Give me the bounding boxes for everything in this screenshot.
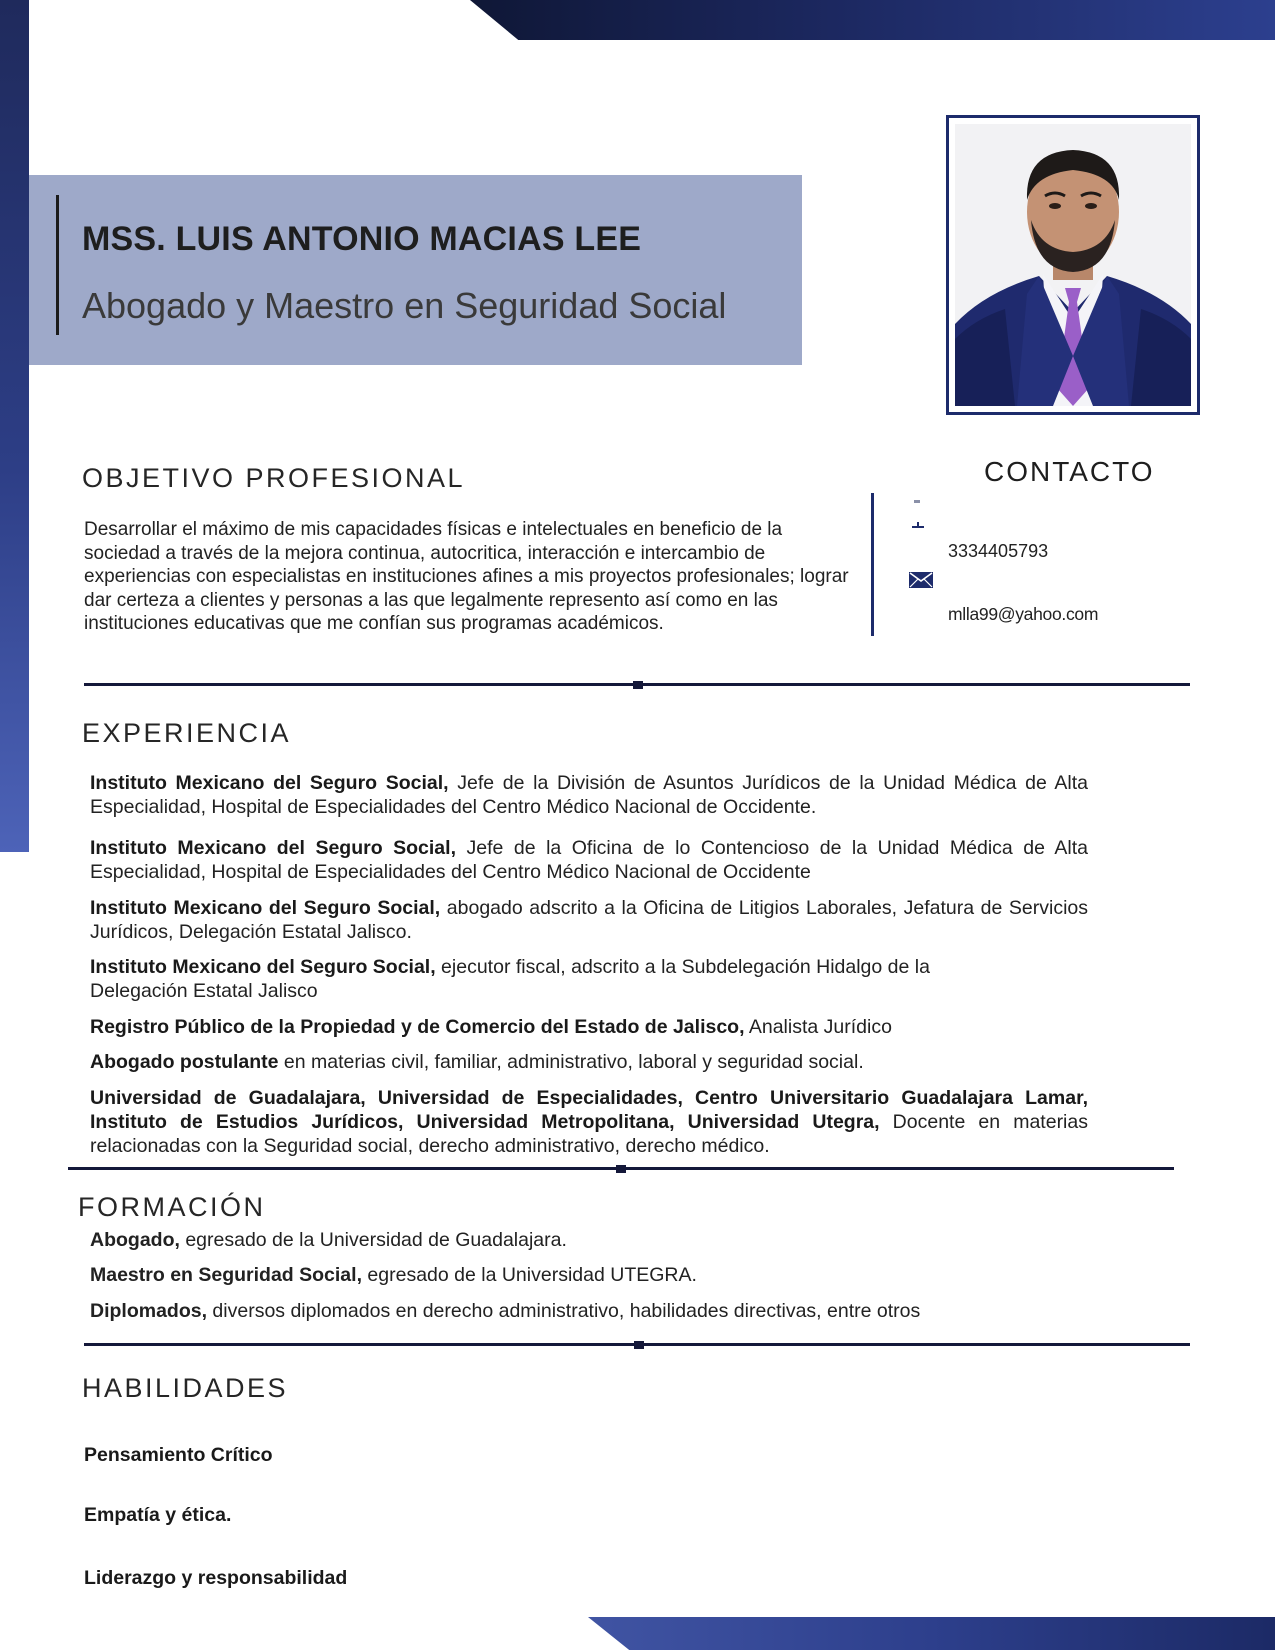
experience-desc: Analista Jurídico [744, 1016, 892, 1038]
experience-entry [90, 1086, 1088, 1158]
experience-org: Abogado postulante [90, 1051, 279, 1073]
experience-org: Instituto Mexicano del Seguro Social, [90, 897, 441, 919]
experience-entry [90, 1050, 1088, 1074]
skill-item: Pensamiento Crítico [84, 1444, 273, 1466]
skill-item: Empatía y ética. [84, 1504, 232, 1526]
experience-org: Instituto Mexicano del Seguro Social, [90, 837, 456, 859]
left-accent-bar [0, 0, 29, 852]
skills-heading: HABILIDADES [82, 1373, 289, 1403]
experience-desc: Jefe de la División de Asuntos Jurídicos de la Unidad Médica de Alta Especialidad, Hospital de Especialidades del Centro Médico Nacional de Occidente. [90, 772, 1089, 818]
phone-icon [910, 500, 926, 535]
experience-entry [90, 896, 1088, 944]
experience-desc: Jefe de la Oficina de lo Contencioso de la Unidad Médica de Alta Especialidad, Hospital de Especialidades del Centro Médico Nacional de Occidente [90, 837, 1088, 883]
education-degree: Maestro en Seguridad Social, [90, 1264, 362, 1286]
education-degree: Abogado, [90, 1229, 180, 1251]
contact-email[interactable]: mlla99@yahoo.com [948, 604, 1099, 624]
contact-divider [871, 493, 874, 636]
objective-heading: OBJETIVO PROFESIONAL [82, 463, 466, 493]
education-entry [90, 1264, 697, 1287]
top-accent-bar [470, 0, 1275, 40]
contact-heading: CONTACTO [984, 456, 1155, 487]
person-name: MSS. LUIS ANTONIO MACIAS LEE [82, 220, 642, 258]
experience-org: Instituto Mexicano del Seguro Social, [90, 772, 449, 794]
divider-knot [634, 1341, 644, 1349]
header-band [29, 175, 802, 365]
education-entry [90, 1229, 567, 1252]
divider-knot [616, 1165, 626, 1173]
experience-desc: ejecutor fiscal, adscrito a la Subdelegación Hidalgo de la Delegación Estatal Jalisco [90, 956, 930, 1002]
divider-knot [633, 681, 643, 689]
experience-entry [90, 836, 1088, 884]
experience-heading: EXPERIENCIA [82, 718, 292, 748]
header-accent-line [56, 195, 59, 335]
experience-desc: abogado adscrito a la Oficina de Litigios Laborales, Jefatura de Servicios Jurídicos, Delegación Estatal Jalisco. [90, 897, 1088, 943]
education-degree: Diplomados, [90, 1300, 208, 1322]
portrait-image [955, 124, 1191, 406]
formation-heading: FORMACIÓN [78, 1192, 266, 1222]
objective-text: Desarrollar el máximo de mis capacidades físicas e intelectuales en beneficio de la sociedad a través de la mejora continua, autocritica, interacción e intercambio de experiencias con especialistas en instituciones afines a mis proyectos profesionales; lograr dar certeza a clientes y personas a las que legalmente represento así como en las instituciones educativas que me confían sus programas académicos. [84, 519, 849, 634]
experience-org: Universidad de Guadalajara, Universidad de Especialidades, Centro Universitario Guadalajara Lamar, Instituto de Estudios Jurídicos, Universidad Metropolitana, Universidad Utegra, [90, 1087, 1088, 1133]
experience-desc: en materias civil, familiar, administrativo, laboral y seguridad social. [278, 1051, 864, 1073]
experience-entry [90, 1015, 1088, 1039]
profile-photo [946, 115, 1200, 415]
person-title: Abogado y Maestro en Seguridad Social [82, 285, 727, 326]
experience-entry [90, 771, 1088, 819]
experience-desc: Docente en materias relacionadas con la Seguridad social, derecho administrativo, derecho médico. [90, 1111, 1088, 1157]
skill-item: Liderazgo y responsabilidad [84, 1567, 348, 1589]
education-desc: diversos diplomados en derecho administrativo, habilidades directivas, entre otros [207, 1300, 921, 1322]
experience-entry [90, 955, 1020, 1003]
envelope-icon [909, 572, 933, 593]
education-desc: egresado de la Universidad UTEGRA. [362, 1264, 697, 1286]
experience-org: Instituto Mexicano del Seguro Social, [90, 956, 436, 978]
bottom-accent-bar [588, 1617, 1275, 1650]
contact-phone[interactable]: 3334405793 [948, 541, 1049, 561]
education-desc: egresado de la Universidad de Guadalajara. [179, 1229, 567, 1251]
education-entry [90, 1300, 920, 1323]
experience-org: Registro Público de la Propiedad y de Comercio del Estado de Jalisco, [90, 1016, 745, 1038]
